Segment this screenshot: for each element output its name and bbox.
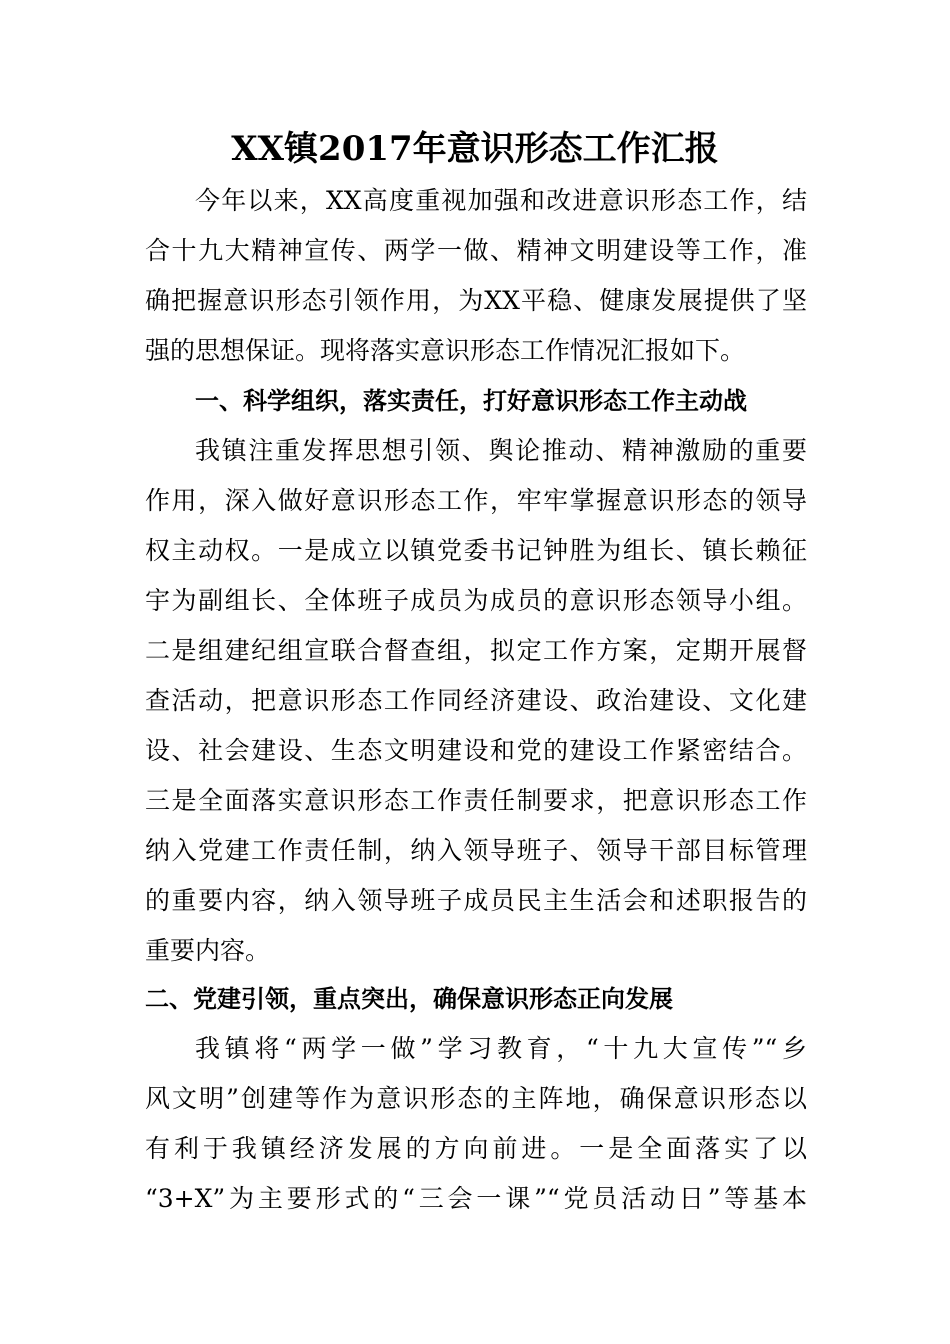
document-title: XX镇2017年意识形态工作汇报 (231, 129, 719, 169)
section-heading: 一、科学组织，落实责任，打好意识形态工作主动战 (195, 387, 747, 415)
body-line: “3+X”为主要形式的“三会一课”“党员活动日”等基本 (145, 1184, 807, 1213)
body-line: 有利于我镇经济发展的方向前进。一是全面落实了以 (145, 1134, 807, 1163)
section-heading: 二、党建引领，重点突出，确保意识形态正向发展 (145, 985, 673, 1013)
intro-line: 今年以来，XX高度重视加强和改进意识形态工作，结 (195, 186, 807, 215)
body-line: 我镇注重发挥思想引领、舆论推动、精神激励的重要 (195, 436, 807, 465)
body-line: 权主动权。一是成立以镇党委书记钟胜为组长、镇长赖征 (145, 536, 807, 565)
body-line: 宇为副组长、全体班子成员为成员的意识形态领导小组。 (145, 586, 807, 615)
body-line: 风文明”创建等作为意识形态的主阵地，确保意识形态以 (145, 1084, 807, 1113)
intro-line: 合十九大精神宣传、两学一做、精神文明建设等工作，准 (145, 236, 807, 265)
body-line: 重要内容。 (145, 936, 271, 965)
body-line: 设、社会建设、生态文明建设和党的建设工作紧密结合。 (145, 736, 807, 765)
body-line: 查活动，把意识形态工作同经济建设、政治建设、文化建 (145, 686, 807, 715)
intro-line: 确把握意识形态引领作用，为XX平稳、健康发展提供了坚 (145, 286, 807, 315)
body-line: 我镇将“两学一做”学习教育，“十九大宣传”“乡 (195, 1034, 807, 1063)
body-line: 二是组建纪组宣联合督查组，拟定工作方案，定期开展督 (145, 636, 807, 665)
body-line: 的重要内容，纳入领导班子成员民主生活会和述职报告的 (145, 886, 807, 915)
body-line: 作用，深入做好意识形态工作，牢牢掌握意识形态的领导 (145, 486, 807, 515)
body-line: 纳入党建工作责任制，纳入领导班子、领导干部目标管理 (145, 836, 807, 865)
intro-line: 强的思想保证。现将落实意识形态工作情况汇报如下。 (145, 336, 746, 365)
body-line: 三是全面落实意识形态工作责任制要求，把意识形态工作 (145, 786, 807, 815)
